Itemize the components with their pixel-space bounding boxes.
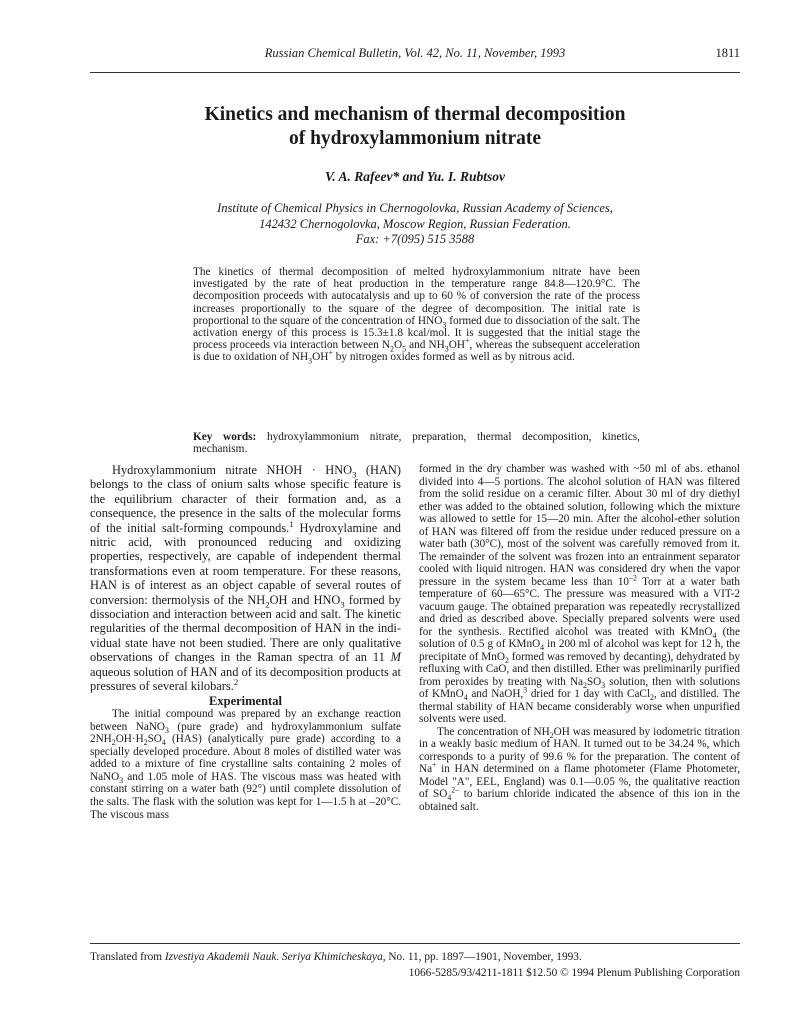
subscript: 3 — [165, 725, 169, 735]
subscript: 3 — [308, 356, 313, 366]
affiliation-line-1: Institute of Chemical Physics in Chernogolovka, Russian Academy of Sciences, — [217, 201, 613, 215]
subscript: 2 — [143, 738, 148, 748]
header-rule — [90, 72, 740, 73]
abstract-part: by nitrogen oxides formed as well as by nitrous acid. — [332, 351, 575, 364]
text-run: aqueous solution of HAN and of its decomposition products at pressures of several kilobars. — [90, 664, 401, 694]
subscript: 5 — [402, 344, 407, 354]
text-run: Hydroxylammonium nitrate NHOH · HNO — [112, 463, 353, 477]
subscript: 3 — [352, 469, 357, 480]
superscript: + — [328, 348, 333, 358]
text-run: The initial compound was prepared by an exchange reaction between NaNO — [90, 707, 401, 733]
affiliation-fax: Fax: +7(095) 515 3588 — [355, 232, 475, 246]
subscript: 2 — [649, 693, 654, 703]
abstract-part: and — [406, 339, 429, 352]
procedure-paragraph — [419, 463, 740, 726]
right-column — [419, 463, 740, 813]
journal-citation: Russian Chemical Bulletin, Vol. 42, No. 11, November, 1993 — [264, 46, 566, 60]
affiliation — [140, 201, 690, 248]
text-run: (HAS) (analytically pure grade) according to a specially developed procedure. About 8 moles of distilled water was added to a mixture of fine crystalline salts containing 2 moles of NaNO — [90, 733, 401, 783]
text-run: in 200 ml of alcohol was kept for 12 h, the precipitate of MnO — [419, 638, 740, 663]
analysis-paragraph — [419, 726, 740, 814]
abstract-part: formed due to dissociation of the salt. The activation energy of this process is 15.3±1.8 kcal/mol. It is suggested that the initial stage the process proceeds via interaction between — [193, 314, 640, 352]
subscript: 2 — [390, 344, 394, 354]
text-run: , and distilled. The thermal stability of HAN became considerably worse when unpurified solvents were used. — [419, 688, 740, 725]
left-column — [90, 463, 401, 821]
formula: OH — [312, 351, 329, 364]
article-title — [90, 103, 740, 151]
subscript: 2 — [111, 738, 116, 748]
footer-rule — [90, 943, 740, 944]
subscript: 2 — [504, 655, 509, 665]
subscript: 4 — [463, 693, 468, 703]
title-line-2: of hydroxylammonium nitrate — [288, 128, 542, 149]
text-run: OH was measured by iodometric titration in a weakly basic medium of HAN. It turned out to be 34.24 %, which corresponds to a purity of 99.6 % for the preparation. The content of Na — [419, 725, 740, 775]
subscript: 2 — [265, 599, 270, 610]
subscript: 4 — [447, 793, 452, 803]
subscript: 3 — [601, 680, 606, 690]
subscript: 4 — [161, 738, 166, 748]
running-header — [90, 44, 740, 66]
superscript: + — [465, 336, 470, 346]
experimental-heading: Experimental — [209, 693, 282, 708]
intro-paragraph — [90, 463, 401, 694]
text-run: formed was removed by decanting), dehydrated by refluxing with CaO, and then distilled. Ether was preliminarily purified from peroxides by treating with Na — [419, 650, 740, 688]
experimental-paragraph — [90, 708, 401, 821]
reference-marker: 3 — [523, 685, 528, 695]
abstract-text — [193, 266, 640, 364]
text-run: Torr at a water bath temperature of 60—65°C. The pressure was measured with a VIT-2 vacuum gauge. The obtained preparation was repeatedly recrystallized and dried as described above. Specially prepared solvents were used for the synthesis. Rectified alcohol was treated with KMnO — [419, 575, 740, 638]
superscript: 2– — [451, 785, 460, 795]
title-line-1: Kinetics and mechanism of thermal decomposition — [204, 104, 626, 125]
subscript: 3 — [444, 344, 449, 354]
affiliation-line-2: 142432 Chernogolovka, Moscow Region, Russian Federation. — [259, 216, 571, 231]
text-run: formed in the dry chamber was washed with ~50 ml of abs. ethanol divided into 4—5 portions. The alcohol solution of HAN was filtered from the solid residue on a ceramic filter. About 30 ml of dry diethyl ether was added to the obtained solution, following which the mixture was allowed to settle for 15—20 min. After the alcohol-ether solution of HAN was filtered off from the residue under reduced pressure on a water bath (30°C), most of the solvent was carefully removed from it. The remainder of the solvent was frozen into an entrainment separator cooled with liquid nitrogen. HAN was considered dry when the vapor pressure in the system became less than 10 — [419, 463, 740, 588]
text-run: (pure grade) and hydroxylammonium sulfate 2NH — [90, 720, 401, 746]
text-run: The concentration of NH — [437, 725, 550, 738]
molarity-symbol: M — [390, 650, 401, 665]
text-run: Translated from — [90, 951, 165, 963]
page-number: 1811 — [715, 46, 740, 60]
subscript: 3 — [340, 599, 345, 610]
text-run: SO — [586, 675, 602, 688]
subscript: 2 — [583, 680, 587, 690]
translation-note — [90, 951, 740, 963]
formula: NH — [291, 351, 309, 364]
reference-marker: 2 — [233, 676, 239, 687]
formula: NH — [428, 339, 445, 352]
subscript: 4 — [712, 630, 717, 640]
abstract-part: The kinetics of thermal decomposition of melted hydroxylammonium nitrate have been investigated by the rate of heat production in the temperature range 84.8—120.9°C. The decomposition proceeds with autocatalysis and up to 60 % of conversion the rate of the process increases proportionally to the square of the degree of decomposition. The initial rate is proportional to the square of the concentration of — [193, 266, 640, 327]
abstract-part: , whereas the subsequent acceleration is due to oxidation of — [193, 339, 640, 364]
formula: HNO — [417, 314, 443, 327]
superscript: –2 — [629, 572, 637, 582]
subscript: 2 — [549, 730, 554, 740]
formula: N — [381, 339, 391, 352]
text-run: and 1.05 mole of HAS. The viscous mass was heated with constant stirring on a water bath (92°) until complete dissolution of the salts. The flask with the solution was kept for 1—1.5 h at –20°C. The viscous mass — [90, 770, 401, 821]
text-run: Hydroxylamine and nitric acid, with pronounced reducing and oxidizing properties, respectively, are capable of independent thermal transformations even at room temperature. For these reasons, HAN is of interest as an object capable of several routes of conversion: thermolysis of the NH — [90, 520, 401, 607]
text-run: OH·H — [115, 733, 144, 746]
source-journal: Izvestiya Akademii Nauk. Seriya Khimicheskaya, — [164, 951, 386, 963]
text-run: (the solution of 0.5 g of KMnO — [419, 625, 740, 650]
formula: OH — [448, 339, 466, 352]
text-run: and NaOH, — [467, 688, 524, 700]
subscript: 3 — [119, 776, 124, 786]
abstract — [193, 266, 640, 364]
authors: V. A. Rafeev* and Yu. I. Rubtsov — [324, 169, 506, 184]
superscript: + — [432, 760, 437, 770]
reference-marker: 1 — [289, 518, 294, 529]
formula: O — [393, 339, 403, 352]
text-run: SO — [147, 733, 162, 746]
keywords — [193, 431, 640, 455]
text-run: solution, then with solutions of KMnO — [419, 675, 740, 700]
subscript: 3 — [442, 320, 447, 330]
text-run: (HAN) belongs to the class of onium salts whose specific feature is the equilibrium character of their formation and, as a consequence, the presence in the salts of the molecular forms of the initial salt-forming compounds. — [90, 463, 401, 535]
copyright-line: 1066-5285/93/4211-1811 $12.50 © 1994 Plenum Publishing Corporation — [408, 967, 740, 979]
keywords-text: hydroxylammonium nitrate, preparation, thermal decomposition, kinetics, mechanism. — [193, 431, 640, 456]
text-run: No. 11, pp. 1897—1901, November, 1993. — [385, 951, 582, 963]
subscript: 4 — [540, 643, 545, 653]
text-run: formed by dissociation and interaction between acid and salt. The kinetic regularities of the thermal decomposition of HAN in the individual state have not been studied. There are only qualitative observations of changes in the Raman spectra of an 11 — [90, 592, 401, 665]
text-run: dried for 1 day with CaCl — [527, 688, 650, 700]
keywords-label: Key words: — [193, 431, 257, 443]
text-run: in HAN determined on a flame photometer (Flame Photometer, Model "A", EEL, England) was 0.1—0.05 %, the qualitative reaction of SO — [419, 763, 740, 800]
text-run: OH and HNO — [269, 592, 341, 607]
text-run: to barium chloride indicated the absence of this ion in the obtained salt. — [419, 788, 740, 813]
